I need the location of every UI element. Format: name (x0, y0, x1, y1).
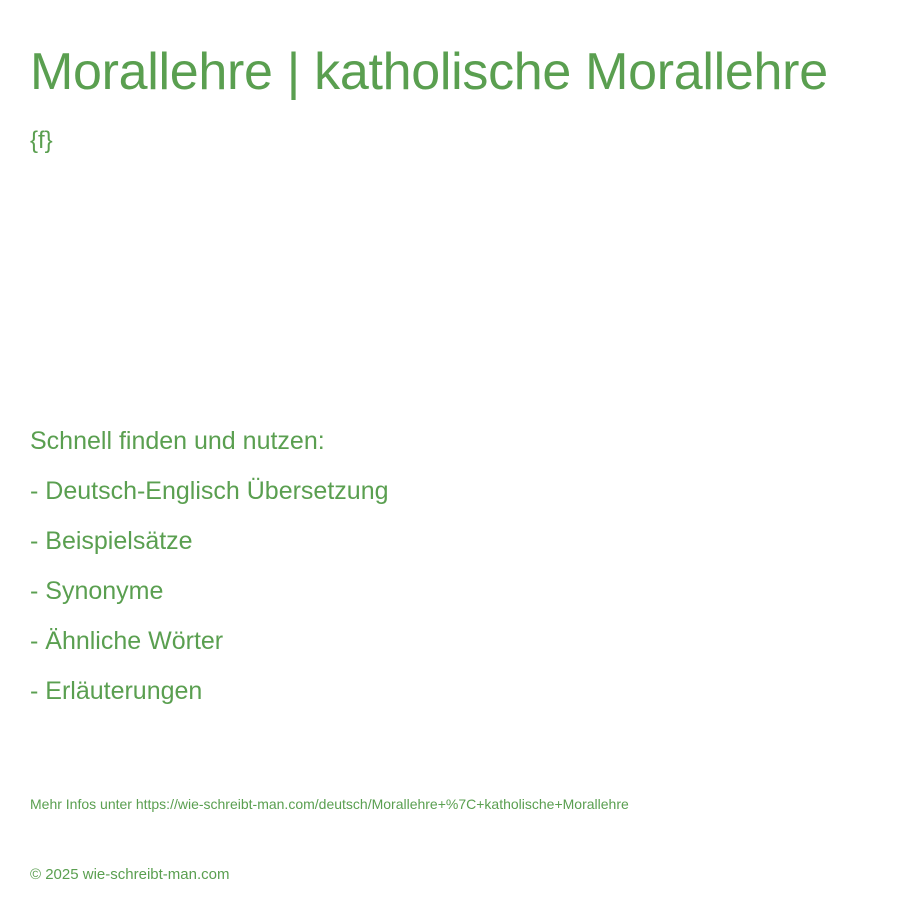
feature-item-example-sentences: - Beispielsätze (30, 527, 193, 555)
copyright-text: © 2025 wie-schreibt-man.com (30, 866, 230, 883)
features-heading: Schnell finden und nutzen: (30, 427, 325, 455)
features-section (30, 424, 389, 724)
more-info-text: Mehr Infos unter https://wie-schreibt-man.com/deutsch/Morallehre+%7C+katholische+Morallehre (30, 796, 629, 812)
feature-item-similar-words: - Ähnliche Wörter (30, 627, 224, 655)
features-list (30, 474, 389, 724)
feature-item-translation: - Deutsch-Englisch Übersetzung (30, 477, 389, 505)
gender-marker: {f} (30, 127, 53, 154)
page-title: Morallehre | katholische Morallehre (30, 43, 828, 101)
feature-item-synonyms: - Synonyme (30, 577, 164, 605)
feature-item-explanations: - Erläuterungen (30, 677, 203, 705)
